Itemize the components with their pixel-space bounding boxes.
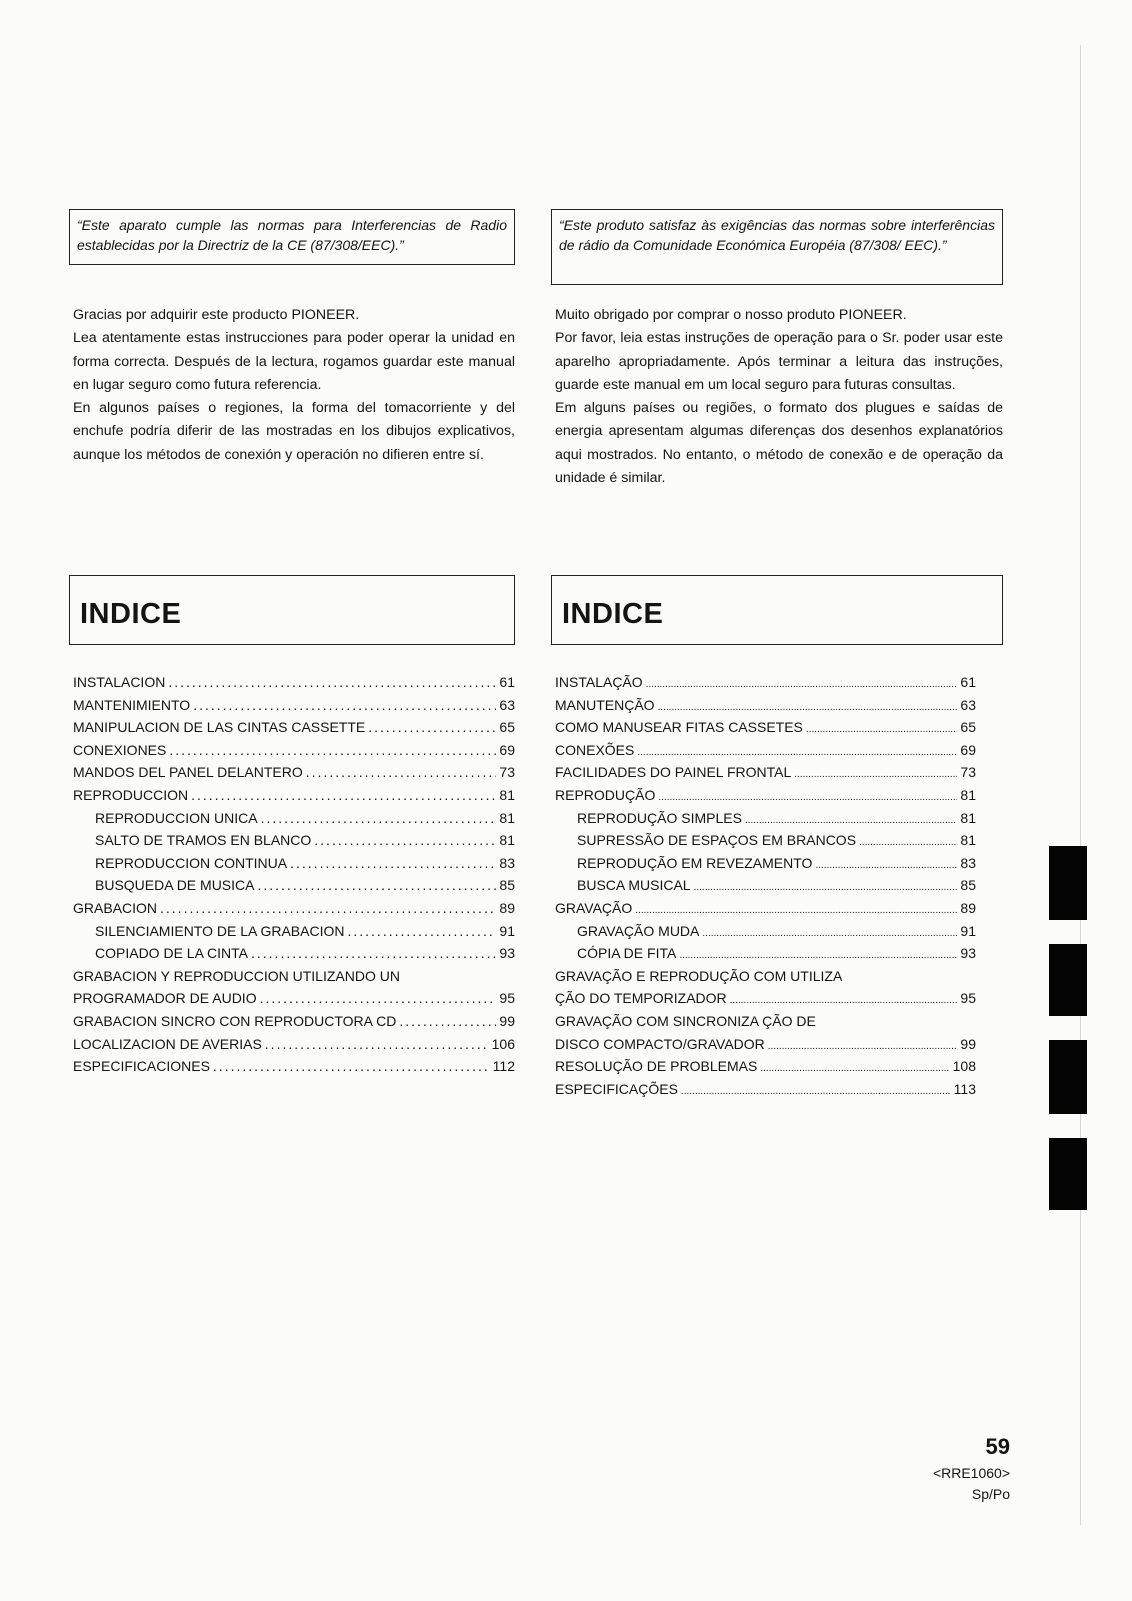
portuguese-intro <box>555 304 1003 490</box>
toc-entry[interactable]: INSTALACION ..... 61 <box>73 674 515 697</box>
portuguese-regulatory-notice: “Este produto satisfaz às exigências das normas sobre interferências de rádio da Comunidade Económica Européia (87/308/ EEC).” <box>551 209 1003 285</box>
toc-entry[interactable]: PROGRAMADOR DE AUDIO ..... 95 <box>73 990 515 1013</box>
toc-subentry[interactable]: SUPRESSÃO DE ESPAÇOS EM BRANCOS ..... 81 <box>555 832 976 855</box>
toc-entry[interactable]: MANTENIMIENTO ..... 63 <box>73 697 515 720</box>
thumb-index-tab <box>1049 944 1087 1016</box>
toc-subentry[interactable]: REPRODUÇÃO SIMPLES ..... 81 <box>555 810 976 833</box>
toc-entry-continued[interactable]: GRABACION Y REPRODUCCION UTILIZANDO UN <box>73 967 400 984</box>
toc-subentry[interactable]: BUSQUEDA DE MUSICA ..... 85 <box>73 877 515 900</box>
spanish-index-heading: INDICE <box>80 598 182 630</box>
spanish-intro-paragraph: En algunos países o regiones, la forma del tomacorriente y del enchufe podría diferir de las mostradas en los dibujos explicativos, aunque los métodos de conexión y operación no difieren entre sí. <box>73 400 515 463</box>
portuguese-table-of-contents <box>555 674 976 1103</box>
toc-entry-continued[interactable]: GRAVAÇÃO COM SINCRONIZA ÇÃO DE <box>555 1012 816 1029</box>
portuguese-intro-paragraph: Por favor, leia estas instruções de operação para o Sr. poder usar este aparelho apropriadamente. Após terminar a leitura das instruções, guarde este manual em um local seguro para futuras consultas. <box>555 330 1003 393</box>
toc-subentry[interactable]: CÓPIA DE FITA ..... 93 <box>555 945 976 968</box>
toc-entry[interactable]: CONEXÕES ..... 69 <box>555 742 976 765</box>
toc-subentry[interactable]: SALTO DE TRAMOS EN BLANCO ..... 81 <box>73 832 515 855</box>
toc-entry[interactable]: MANDOS DEL PANEL DELANTERO ..... 73 <box>73 764 515 787</box>
toc-entry[interactable]: CONEXIONES ..... 69 <box>73 742 515 765</box>
toc-subentry[interactable]: BUSCA MUSICAL ..... 85 <box>555 877 976 900</box>
portuguese-intro-paragraph: Em alguns países ou regiões, o formato dos plugues e saídas de energia apresentam algumas diferenças dos desenhos explanatórios aqui mostrados. No entanto, o método de conexão e de operação da unidade é similar. <box>555 400 1003 487</box>
toc-subentry[interactable]: COPIADO DE LA CINTA ..... 93 <box>73 945 515 968</box>
spanish-intro-paragraph: Gracias por adquirir este producto PIONEER. <box>73 307 360 323</box>
toc-subentry[interactable]: REPRODUCCION CONTINUA ..... 83 <box>73 855 515 878</box>
toc-entry[interactable]: REPRODUÇÃO ..... 81 <box>555 787 976 810</box>
toc-subentry[interactable]: SILENCIAMIENTO DE LA GRABACION ..... 91 <box>73 923 515 946</box>
thumb-index-tab <box>1049 846 1087 920</box>
language-code: Sp/Po <box>971 1486 1010 1502</box>
toc-entry[interactable]: ESPECIFICAÇÕES ..... 113 <box>555 1081 976 1104</box>
toc-entry[interactable]: GRAVAÇÃO ..... 89 <box>555 900 976 923</box>
toc-entry[interactable]: MANUTENÇÃO ..... 63 <box>555 697 976 720</box>
toc-entry[interactable]: ESPECIFICACIONES ..... 112 <box>73 1058 515 1081</box>
toc-subentry[interactable]: REPRODUCCION UNICA ..... 81 <box>73 810 515 833</box>
toc-entry-continued[interactable]: GRAVAÇÃO E REPRODUÇÃO COM UTILIZA <box>555 967 843 984</box>
toc-entry[interactable]: GRABACION ..... 89 <box>73 900 515 923</box>
spanish-index-heading-box <box>69 575 515 645</box>
spanish-intro-paragraph: Lea atentamente estas instrucciones para poder operar la unidad en forma correcta. Después de la lectura, rogamos guardar este manual en lugar seguro como futura referencia. <box>73 330 515 393</box>
document-code: <RRE1060> <box>932 1465 1010 1481</box>
toc-entry[interactable]: DISCO COMPACTO/GRAVADOR ..... 99 <box>555 1036 976 1059</box>
portuguese-index-heading-box <box>551 575 1003 645</box>
toc-entry[interactable]: REPRODUCCION ..... 81 <box>73 787 515 810</box>
portuguese-index-heading: INDICE <box>562 598 664 630</box>
spanish-intro <box>73 304 515 467</box>
toc-entry[interactable]: RESOLUÇÃO DE PROBLEMAS ..... 108 <box>555 1058 976 1081</box>
portuguese-intro-paragraph: Muito obrigado por comprar o nosso produto PIONEER. <box>555 307 907 323</box>
toc-entry[interactable]: INSTALAÇÃO ..... 61 <box>555 674 976 697</box>
page-number: 59 <box>985 1434 1010 1459</box>
spanish-table-of-contents <box>73 674 515 1081</box>
page-edge-line <box>1080 45 1081 1525</box>
toc-entry[interactable]: ÇÃO DO TEMPORIZADOR ..... 95 <box>555 990 976 1013</box>
toc-entry[interactable]: COMO MANUSEAR FITAS CASSETES ..... 65 <box>555 719 976 742</box>
thumb-index-tab <box>1049 1040 1087 1114</box>
toc-entry[interactable]: LOCALIZACION DE AVERIAS ..... 106 <box>73 1036 515 1059</box>
toc-entry[interactable]: GRABACION SINCRO CON REPRODUCTORA CD ..... 99 <box>73 1013 515 1036</box>
toc-subentry[interactable]: REPRODUÇÃO EM REVEZAMENTO ..... 83 <box>555 855 976 878</box>
toc-entry[interactable]: FACILIDADES DO PAINEL FRONTAL ..... 73 <box>555 764 976 787</box>
toc-entry[interactable]: MANIPULACION DE LAS CINTAS CASSETTE ..... 65 <box>73 719 515 742</box>
thumb-index-tab <box>1049 1138 1087 1210</box>
toc-subentry[interactable]: GRAVAÇÃO MUDA ..... 91 <box>555 923 976 946</box>
spanish-regulatory-notice: “Este aparato cumple las normas para Interferencias de Radio establecidas por la Directriz de la CE (87/308/EEC).” <box>69 209 515 265</box>
